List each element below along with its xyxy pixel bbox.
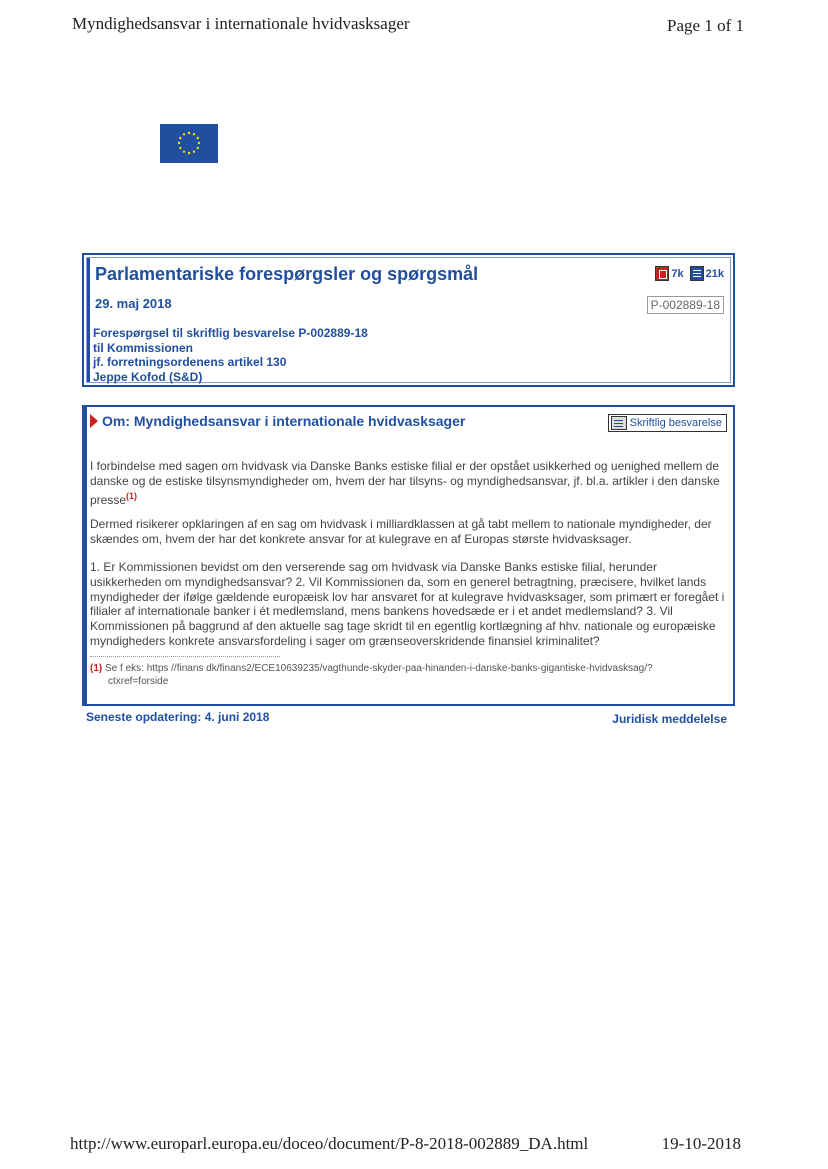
written-answer-label: Skriftlig besvarelse xyxy=(629,417,722,429)
document-icon xyxy=(611,416,627,430)
footnote xyxy=(90,662,653,688)
written-answer-button[interactable] xyxy=(608,414,727,432)
print-footer-date: 19-10-2018 xyxy=(661,1134,741,1153)
footnote-text[interactable]: Se f eks: https //finans dk/finans2/ECE10639235/vagthunde-skyder-paa-hinanden-i-danske-banks-gigantiske-hvidvasksag/? xyxy=(105,663,653,674)
print-header-title: Myndighedsansvar i internationale hvidvasksager xyxy=(72,14,410,33)
footnote-divider xyxy=(90,656,280,657)
subject-heading xyxy=(90,413,465,429)
doc-download-link[interactable] xyxy=(690,266,724,281)
author-line: Jeppe Kofod (S&D) xyxy=(93,369,203,384)
last-updated: Seneste opdatering: 4. juni 2018 xyxy=(86,710,270,724)
publication-date: 29. maj 2018 xyxy=(95,296,172,311)
paragraph-3: 1. Er Kommissionen bevidst om den verserende sag om hvidvask via Danske Banks estiske filial, herunder usikkerheden om myndighedsansvar? 2. Vil Kommissionen da, som en generel betragtning, præcisere, hvilket lands myndigheder der ifølge gældende europæisk lov har ansvaret for at kulegrave hvidvasksager, som primært er foregået i filialer af internationale banker i ét medlemsland, mens bankens hovedsæde er i et andet medlemsland? 3. Vil Kommissionen på baggrund af den aktuelle sag tage skridt til en egentlig kortlægning af hhv. nationale og europæiske myndigheders konkrete ansvarsfordeling i sager om grænseoverskridende finansiel kriminalitet? xyxy=(90,560,725,648)
paragraph-1 xyxy=(90,459,725,507)
eu-stars-icon xyxy=(160,124,218,163)
download-links xyxy=(655,266,724,281)
question-metadata xyxy=(93,326,368,384)
rule-line: jf. forretningsordenens artikel 130 xyxy=(93,355,287,369)
legal-notice-link[interactable]: Juridisk meddelelse xyxy=(612,712,727,726)
paragraph-1-text: I forbindelse med sagen om hvidvask via Danske Banks estiske filial er der opstået usikkerhed og uenighed mellem de danske og de estiske tilsynsmyndigheder om, hvem der har tilsyns- og myndighedsansvar, jf. bl.a. artikler i den danske presse xyxy=(90,459,720,507)
print-footer-url: http://www.europarl.europa.eu/doceo/document/P-8-2018-002889_DA.html xyxy=(70,1134,589,1153)
footnote-text-continued[interactable]: ctxref=forside xyxy=(108,676,169,687)
page-title: Parlamentariske forespørgsler og spørgsmål xyxy=(95,264,479,284)
pdf-size: 7k xyxy=(671,267,684,280)
arrow-right-icon xyxy=(90,414,98,428)
footnote-ref-link[interactable]: (1) xyxy=(126,490,138,501)
box-accent-bar xyxy=(87,258,90,382)
subject-text: Om: Myndighedsansvar i internationale hvidvasksager xyxy=(102,413,466,429)
pdf-download-link[interactable] xyxy=(655,266,683,281)
eu-flag-logo xyxy=(160,124,218,163)
print-page-number: Page 1 of 1 xyxy=(667,16,744,35)
question-header-box xyxy=(82,253,735,387)
header-box-inner xyxy=(86,257,731,383)
doc-size: 21k xyxy=(705,267,724,280)
question-type-line: Forespørgsel til skriftlig besvarelse P-002889-18 xyxy=(93,326,368,340)
reference-number: P-002889-18 xyxy=(647,296,724,314)
box-accent-bar xyxy=(84,407,87,704)
pdf-icon xyxy=(655,266,669,281)
addressee-line: til Kommissionen xyxy=(93,340,194,355)
footnote-mark: (1) xyxy=(90,663,103,674)
paragraph-2: Dermed risikerer opklaringen af en sag om hvidvask i milliardklassen at gå tabt mellem to nationale myndigheder, der skændes om, hvem der har det konkrete ansvar for at kulegrave en af Europas største hvidvasksager. xyxy=(90,517,712,546)
word-doc-icon xyxy=(690,266,704,281)
question-body-box xyxy=(82,405,735,706)
